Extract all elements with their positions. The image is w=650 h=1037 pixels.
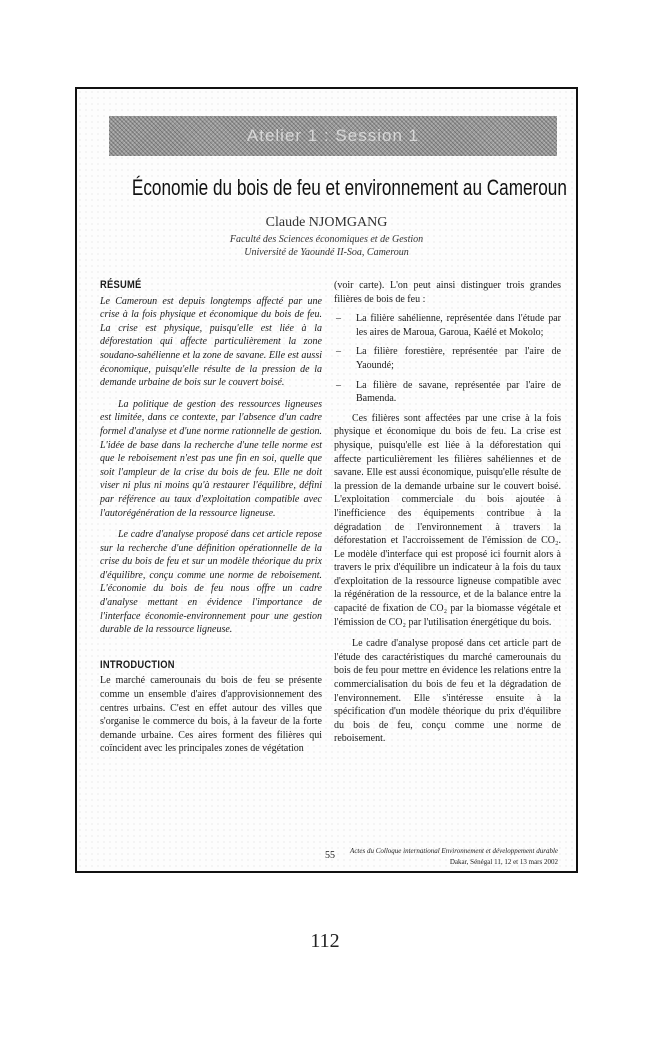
body-paragraph-1: Ces filières sont affectées par une crise à la fois physique et économique du bois de feu. La crise est physique, puisqu'elle est liée à la déforestation qui affecte particulièrement les filières sahéliennes et de savane. Elle est aussi économique, puisqu'elle résulte de la pression de la demande urbaine sur le couvert boisé. L'exploitation commerciale du bois ajoutée à l'inefficience des équipements contribue à la dégradation de l'environnement à travers la déforestation et l'accroissement de l'émission de CO₂. Le modèle d'interface qui est proposé ici fournit alors à travers le prix d'équilibre un indicateur à la fois du taux d'exploitation de la ressource ligneuse compatible avec la régénération de la ressource, et de la balance entre la capacité de fixation de CO₂ par la biomasse végétale et l'émission de CO₂ par l'utilisation énergétique du bois. bbox=[334, 412, 561, 628]
scanned-article-page bbox=[75, 87, 578, 873]
filieres-list bbox=[334, 312, 561, 406]
dash-bullet-icon: – bbox=[336, 379, 341, 391]
list-item: – La filière sahélienne, représentée dans l'étude par les aires de Maroua, Garoua, Kaélé et Mokolo; bbox=[336, 313, 561, 338]
session-banner bbox=[109, 116, 557, 156]
list-item: – La filière de savane, représentée par l'aire de Bamenda. bbox=[336, 379, 561, 405]
article-author: Claude NJOMGANG bbox=[265, 215, 388, 230]
body-paragraph-2: Le cadre d'analyse proposé dans cet article part de l'étude des caractéristiques du marché camerounais du bois de feu pour mettre en évidence les relations entre la commercialisation du bois de feu et la dégradation de l'environnement. Elle s'intéresse ensuite à la spécification d'un modèle théorique du prix d'équilibre du bois de feu, conçu comme une norme de reboisement. bbox=[334, 638, 561, 745]
article-footer bbox=[77, 846, 576, 870]
left-column bbox=[100, 279, 322, 756]
resume-paragraph-3: Le cadre d'analyse proposé dans cet article repose sur la recherche d'une définition opérationnelle de la crise du bois de feu et sur un modèle théorique du prix d'équilibre, conçu comme une norme de reboisement. L'économie du bois de feu nous offre un cadre d'analyse mettant en évidence l'importance de l'interface économie-environnement pour une gestion durable de la ressource ligneuse. bbox=[100, 529, 322, 636]
article-title: Économie du bois de feu et environnement au Cameroun bbox=[131, 175, 567, 200]
dash-bullet-icon: – bbox=[336, 346, 341, 358]
affiliation-line-1: Faculté des Sciences économiques et de Gestion bbox=[229, 234, 424, 245]
dash-bullet-icon: – bbox=[336, 313, 341, 325]
resume-heading: RÉSUMÉ bbox=[100, 279, 142, 291]
conference-reference: Actes du Colloque international Environnement et développement durable Dakar, Sénégal 11, 12 et 13 mars 2002 bbox=[350, 847, 558, 866]
banner-label: Atelier 1 : Session 1 bbox=[246, 126, 420, 145]
document-page-number: 112 bbox=[310, 930, 340, 952]
list-item: – La filière forestière, représentée par l'aire de Yaoundé; bbox=[336, 346, 561, 371]
resume-paragraph-1: Le Cameroun est depuis longtemps affecté par une crise à la fois physique et économique du bois de feu. La crise est physique, puisqu'elle est liée à la déforestation qui affecte particulièrement la zone soudano-sahélienne et la zone de savane. Elle est aussi économique, puisqu'elle résulte de la pression de la demande urbaine de bois sur le couvert boisé. bbox=[100, 295, 322, 389]
continuation-text: (voir carte). L'on peut ainsi distinguer trois grandes filières de bois de feu : bbox=[334, 280, 561, 305]
article-page-number: 55 bbox=[325, 850, 335, 861]
resume-paragraph-2: La politique de gestion des ressources ligneuses est limitée, dans ce contexte, par l'absence d'un cadre formel d'analyse et d'une norme rationnelle de gestion. L'idée de base dans la recherche d'une telle norme est que le reboisement n'est pas une fin en soi, quelle que soit l'ampleur de la crise du bois de feu. Elle ne doit viser ni plus ni moins qu'à restaurer l'équilibre, défini par référence au taux d'exploitation compatible avec l'autorégénération de la ressource ligneuse. bbox=[100, 398, 322, 519]
affiliation-line-2: Université de Yaoundé II-Soa, Cameroun bbox=[244, 247, 409, 258]
right-column bbox=[334, 279, 561, 746]
introduction-paragraph: Le marché camerounais du bois de feu se présente comme un ensemble d'aires d'approvisionnement des centres urbains. C'est en effet autour des villes que s'organise le commerce du bois, à la faveur de la forte demande urbaine. Ces aires forment des filières qui coïncident avec les principales zones de végétation bbox=[100, 675, 322, 755]
introduction-heading: INTRODUCTION bbox=[100, 658, 175, 671]
